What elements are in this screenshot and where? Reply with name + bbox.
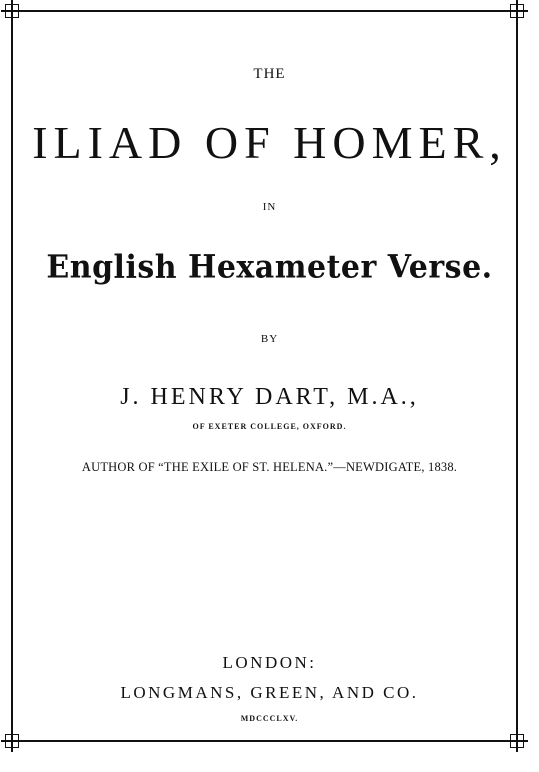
author-college: OF EXETER COLLEGE, OXFORD. [192,422,347,431]
frame-top-line [11,10,528,12]
publisher-name: LONGMANS, GREEN, AND CO. [120,683,419,702]
publication-city: LONDON: [222,653,317,672]
main-title: ILIAD OF HOMER, [32,117,507,168]
verse-form-title: English Hexameter Verse. [46,249,493,286]
title-prefix: THE [253,66,286,82]
author-name: J. HENRY DART, M.A., [120,384,419,410]
by-label: BY [260,333,279,345]
in-label: IN [262,201,277,213]
corner-ornament-bottom-right [506,730,528,752]
corner-ornament-bottom-left [1,730,23,752]
publication-date: MDCCCLXV. [240,714,299,723]
frame-bottom-line [11,740,528,742]
corner-ornament-top-left [1,0,23,22]
corner-ornament-top-right [506,0,528,22]
prior-work-note: AUTHOR OF “THE EXILE OF ST. HELENA.”—NEWDIGATE, 1838. [81,460,458,474]
